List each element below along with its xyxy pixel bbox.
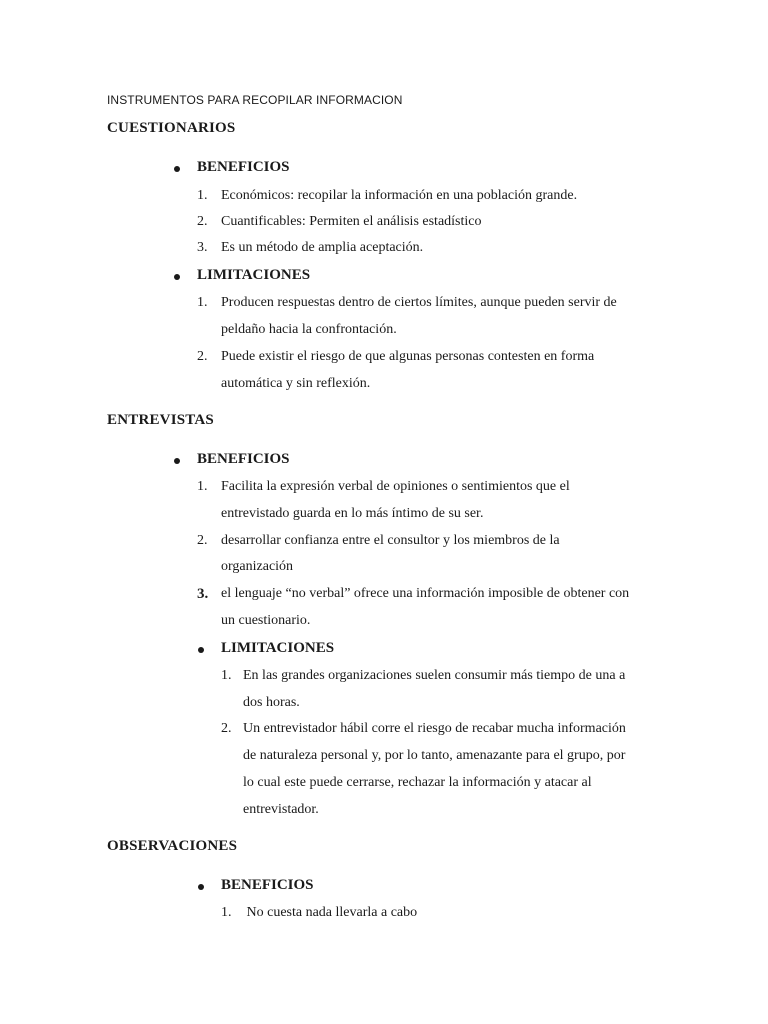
list-item-text-cont: lo cual este puede cerrarse, rechazar la información y atacar al: [243, 775, 592, 790]
list-item-text: Es un método de amplia aceptación.: [221, 240, 424, 255]
section-heading-observaciones: OBSERVACIONES: [107, 838, 238, 854]
bullet-limitaciones-cuestionarios: [197, 267, 310, 284]
bullet-label: BENEFICIOS: [221, 877, 314, 893]
section-heading-cuestionarios: CUESTIONARIOS: [107, 120, 236, 136]
list-number: 1.: [197, 479, 208, 494]
bullet-beneficios-observaciones: [221, 877, 314, 894]
bullet-dot: [198, 647, 204, 653]
bullet-dot: [174, 166, 180, 172]
section-heading-entrevistas: ENTREVISTAS: [107, 412, 214, 428]
bullet-beneficios-entrevistas: [197, 451, 290, 468]
document-title: INSTRUMENTOS PARA RECOPILAR INFORMACION: [107, 93, 403, 107]
list-item-text: el lenguaje “no verbal” ofrece una información imposible de obtener con: [221, 586, 630, 601]
bullet-limitaciones-entrevistas: [221, 640, 334, 657]
list-item-text-cont: peldaño hacia la confrontación.: [221, 322, 397, 337]
list-item-text-cont: automática y sin reflexión.: [221, 376, 371, 391]
list-item-text: Producen respuestas dentro de ciertos límites, aunque pueden servir de: [221, 295, 617, 310]
bullet-beneficios-cuestionarios: [197, 159, 290, 176]
list-number: 2.: [197, 533, 208, 548]
bullet-dot: [198, 884, 204, 890]
list-item-text: Económicos: recopilar la información en una población grande.: [221, 188, 578, 203]
list-item-text-cont: un cuestionario.: [221, 613, 311, 628]
list-item-text: Cuantificables: Permiten el análisis estadístico: [221, 214, 482, 229]
list-number: 2.: [197, 349, 208, 364]
bullet-label: BENEFICIOS: [197, 451, 290, 467]
list-number: 2.: [221, 721, 232, 736]
list-item-text-cont: entrevistado guarda en lo más íntimo de su ser.: [221, 506, 484, 521]
list-item-text: Puede existir el riesgo de que algunas personas contesten en forma: [221, 349, 595, 364]
list-item-text: En las grandes organizaciones suelen consumir más tiempo de una a: [243, 668, 626, 683]
list-item-text-cont: de naturaleza personal y, por lo tanto, amenazante para el grupo, por: [243, 748, 626, 763]
list-item-text-cont: organización: [221, 559, 294, 574]
list-item-text-cont: dos horas.: [243, 695, 300, 710]
list-item-text-cont: entrevistador.: [243, 802, 319, 817]
bullet-label: LIMITACIONES: [221, 640, 335, 656]
list-number: 2.: [197, 214, 208, 229]
list-number: 1.: [197, 295, 208, 310]
list-number: 1.: [221, 905, 232, 920]
list-number: 1.: [221, 668, 232, 683]
bullet-dot: [174, 458, 180, 464]
bullet-dot: [174, 274, 180, 280]
list-item-text: No cuesta nada llevarla a cabo: [243, 905, 418, 920]
bullet-label: BENEFICIOS: [197, 159, 290, 175]
list-number: 3.: [197, 586, 209, 602]
list-item-text: desarrollar confianza entre el consultor y los miembros de la: [221, 533, 560, 548]
list-item-text: Un entrevistador hábil corre el riesgo de recabar mucha información: [243, 721, 626, 736]
list-item-text: Facilita la expresión verbal de opiniones o sentimientos que el: [221, 479, 570, 494]
bullet-label: LIMITACIONES: [197, 267, 311, 283]
list-number: 3.: [197, 240, 208, 255]
list-number: 1.: [197, 188, 208, 203]
